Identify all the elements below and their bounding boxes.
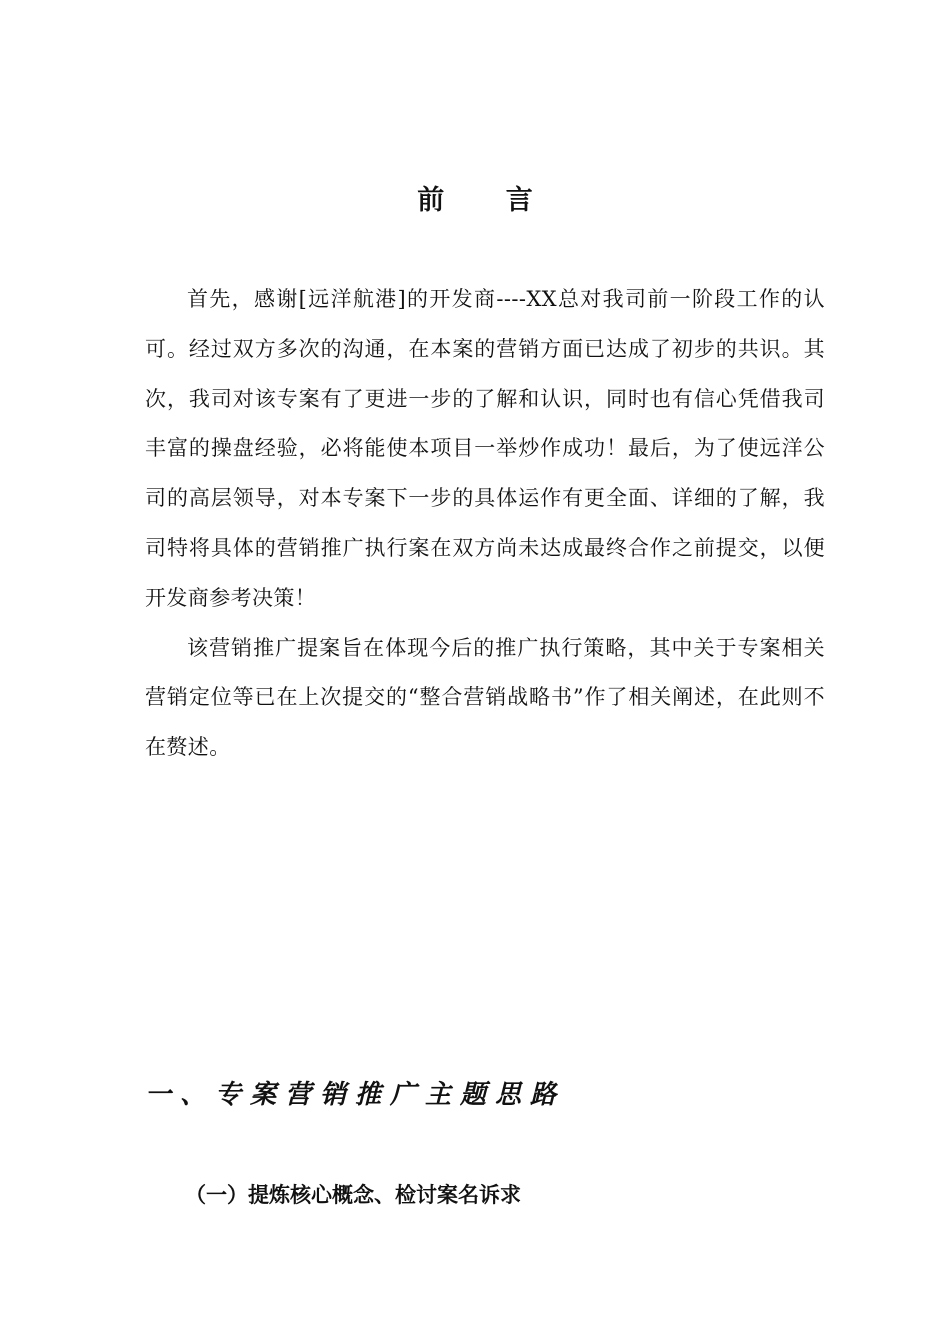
paragraph: 首先，感谢[远洋航港]的开发商----XX总对我司前一阶段工作的认可。经过双方多次的沟通，在本案的营销方面已达成了初步的共识。其次，我司对该专案有了更进一步的了解和认识，同时也有信心凭借我司丰富的操盘经验，必将能使本项目一举炒作成功！最后，为了使远洋公司的高层领导，对本专案下一步的具体运作有更全面、详细的了解，我司特将具体的营销推广执行案在双方尚未达成最终合作之前提交，以便开发商参考决策！ <box>145 287 825 610</box>
preface-body <box>145 275 825 773</box>
section-heading: 一、专案营销推广主题思路 <box>145 1080 566 1110</box>
page-title: 前 言 <box>417 185 559 216</box>
subsection-heading: （一）提炼核心概念、检讨案名诉求 <box>185 1182 521 1207</box>
paragraph: 该营销推广提案旨在体现今后的推广执行策略，其中关于专案相关营销定位等已在上次提交的“整合营销战略书”作了相关阐述，在此则不在赘述。 <box>145 635 825 760</box>
